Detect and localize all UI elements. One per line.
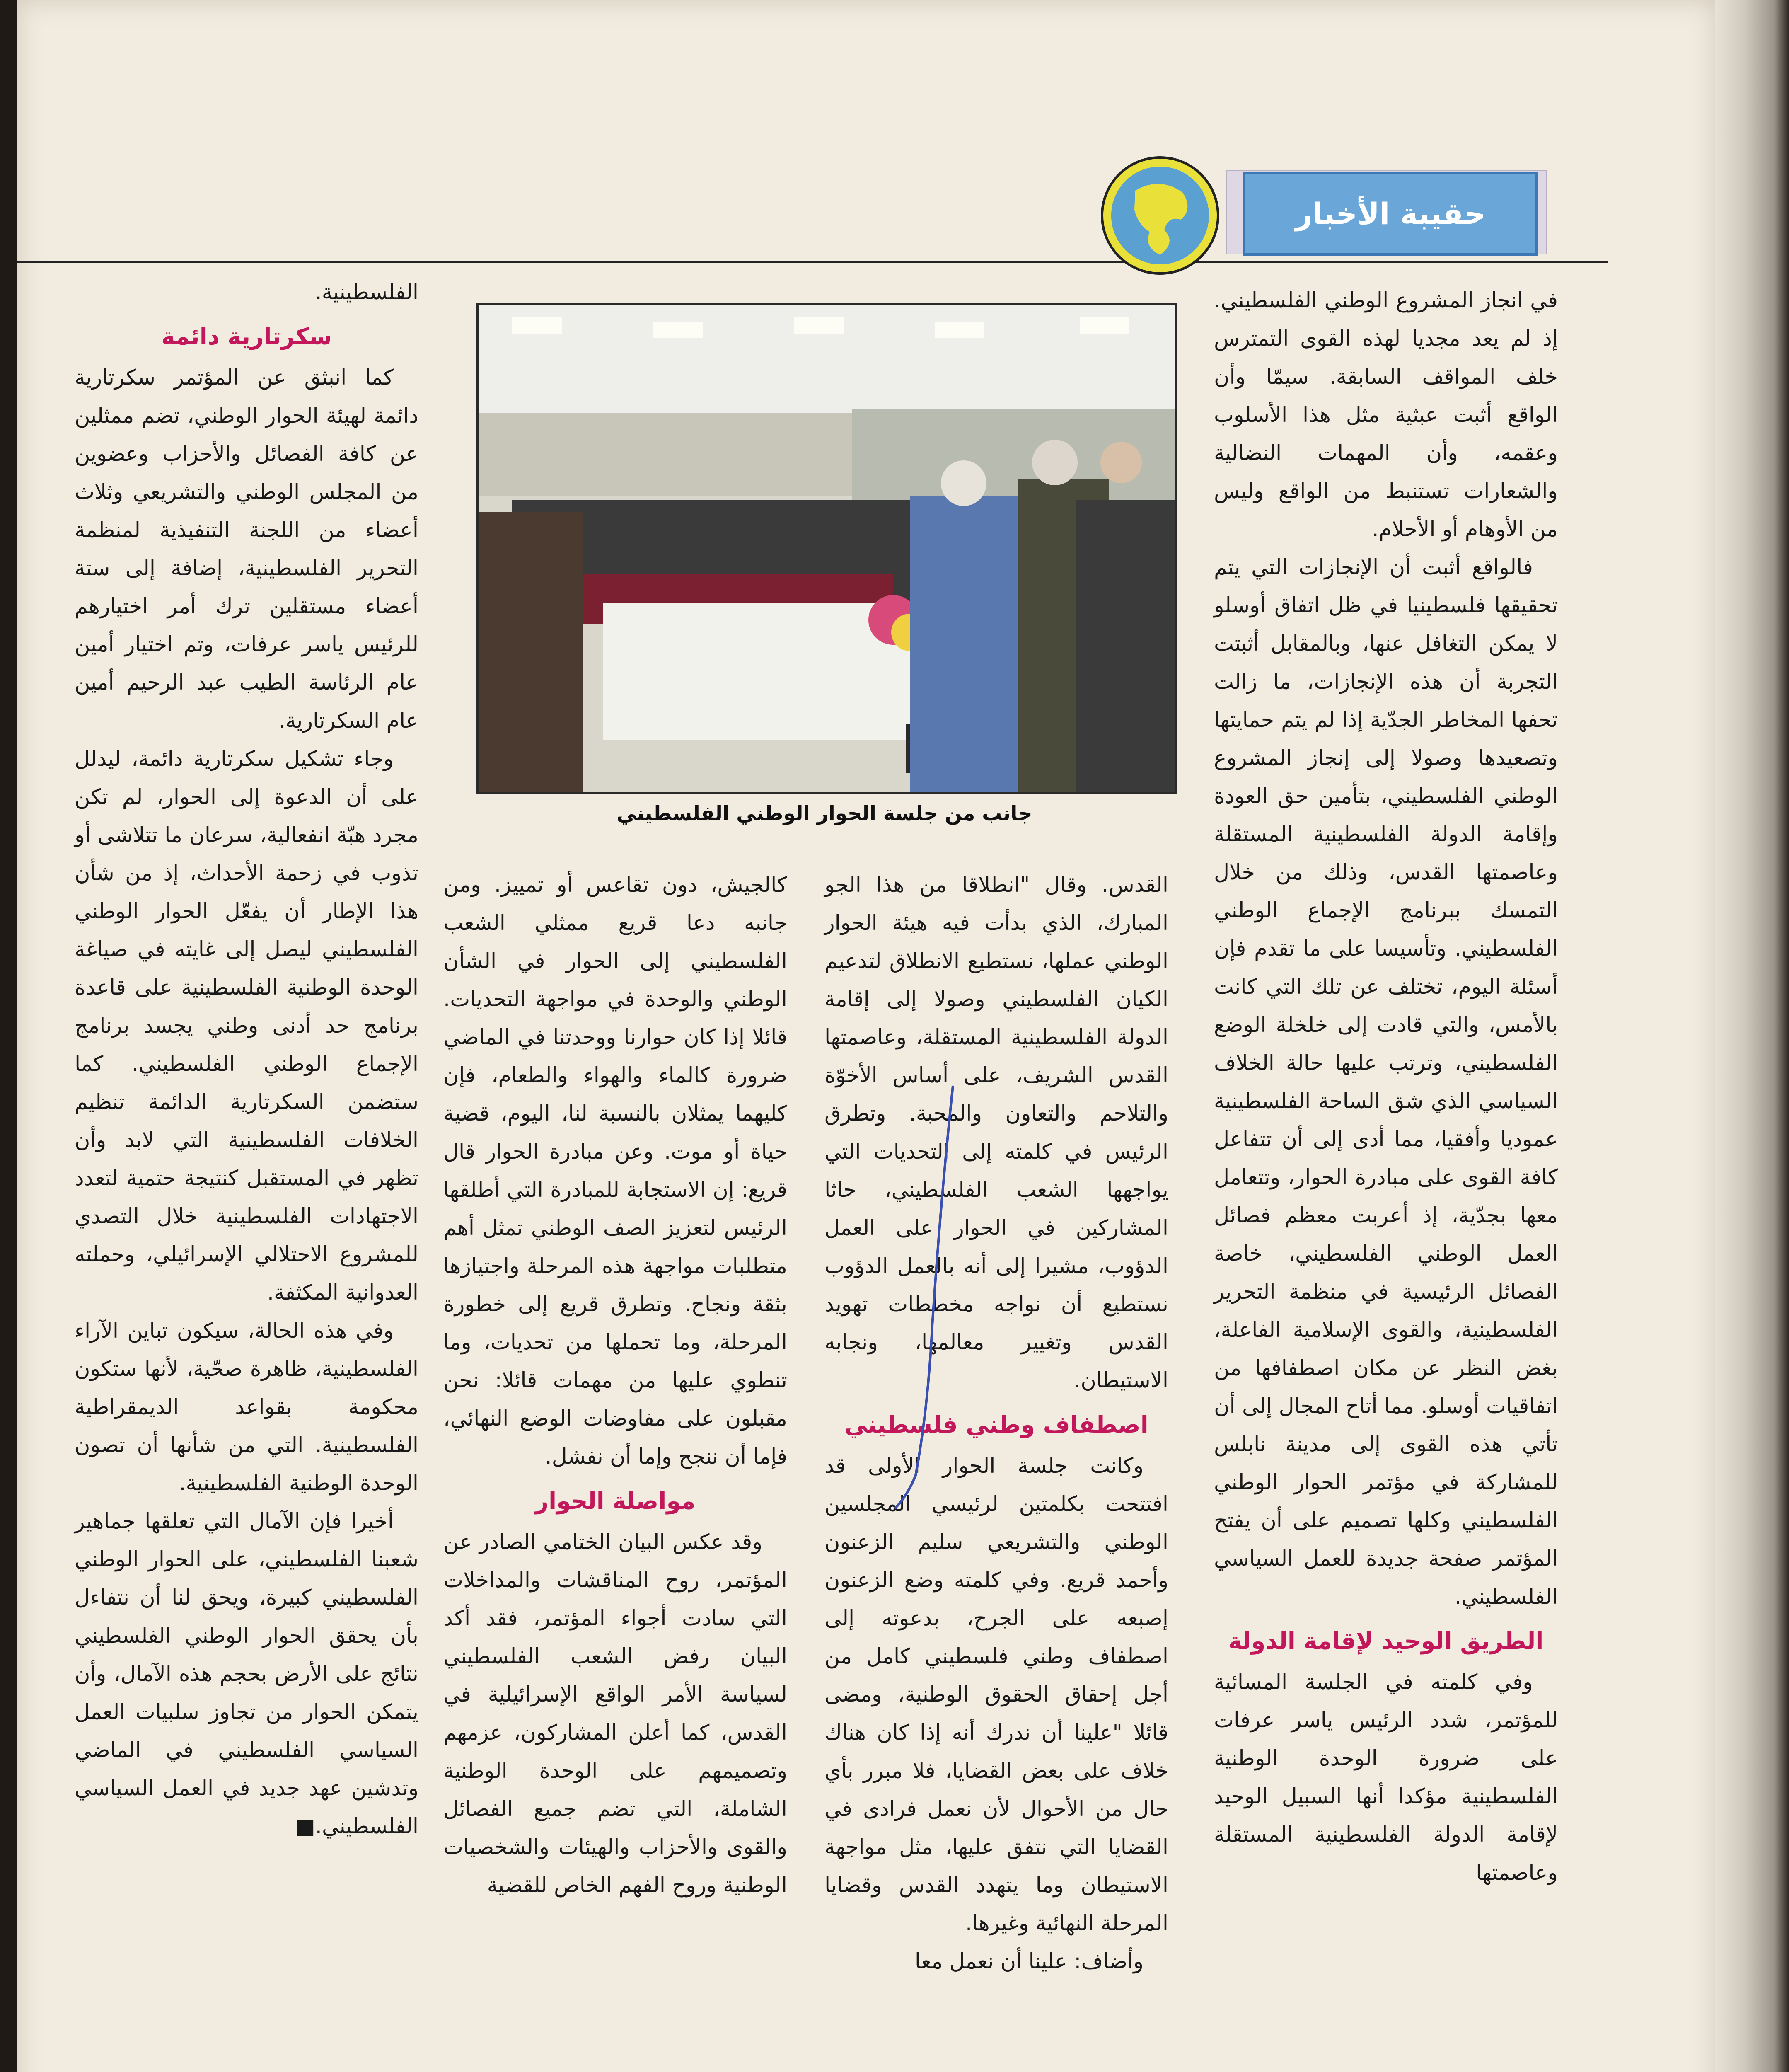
paragraph: وفي هذه الحالة، سيكون تباين الآراء الفلسطينية، ظاهرة صحّية، لأنها ستكون محكومة بقواعد الديمقراطية الفلسطينية. التي من شأنها أن تصون الوحدة الوطنية الفلسطينية. <box>75 1319 418 1496</box>
paragraph: وقد عكس البيان الختامي الصادر عن المؤتمر، روح المناقشات والمداخلات التي سادت أجواء المؤتمر، فقد أكد البيان رفض الشعب الفلسطيني لسياسة الأمر الواقع الإسرائيلية في القدس، كما أعلن المشاركون، عزمهم وتصميمهم على الوحدة الوطنية الشاملة، التي تضم جميع الفصائل والقوى والأحزاب والهيئات والشخصيات الوطنية وروح الفهم الخاص للقضية <box>443 1530 787 1898</box>
paragraph: الفلسطينية. <box>315 280 418 305</box>
paragraph: كما انبثق عن المؤتمر سكرتارية دائمة لهيئة الحوار الوطني، تضم ممثلين عن كافة الفصائل والأحزاب وعضوين من المجلس الوطني والتشريعي وثلاث أعضاء من اللجنة التنفيذية لمنظمة التحرير الفلسطينية، إضافة إلى ستة أعضاء مستقلين ترك أمر اختيارهم للرئيس ياسر عرفات، وتم اختيار أمين عام الرئاسة الطيب عبد الرحيم أمين عام السكرتارية. <box>75 366 418 733</box>
section-title: حقيبة الأخبار <box>1243 172 1538 256</box>
subheading: اصطفاف وطني فلسطيني <box>844 1411 1148 1438</box>
article-column-1 <box>1214 282 1558 1892</box>
article-column-3 <box>443 866 787 1905</box>
pen-mark <box>870 1077 1019 1513</box>
photo-caption: جانب من جلسة الحوار الوطني الفلسطيني <box>616 802 1032 825</box>
subheading: الطريق الوحيد لإقامة الدولة <box>1228 1628 1544 1655</box>
paragraph: وجاء تشكيل سكرتارية دائمة، ليدلل على أن الدعوة إلى الحوار، لم تكن مجرد هبّة انفعالية، سرعان ما تتلاشى أو تذوب في زحمة الأحداث، إذ من شأن هذا الإطار أن يفعّل الحوار الوطني الفلسطيني ليصل إلى غايته في صياغة الوحدة الوطنية الفلسطينية على قاعدة برنامج حد أدنى وطني يجسد برنامج الإجماع الوطني الفلسطيني. كما ستضمن السكرتارية الدائمة تنظيم الخلافات الفلسطينية التي لابد وأن تظهر في المستقبل كنتيجة حتمية لتعدد الاجتهادات الفلسطينية خلال التصدي للمشروع الاحتلالي الإسرائيلي، وحملته العدوانية المكثفة. <box>75 747 418 1305</box>
paragraph: وكانت جلسة الحوار الأولى قد افتتحت بكلمتين لرئيسي المجلسين الوطني والتشريعي سليم الزعنون وأحمد قريع. وفي كلمته وضع الزعنون إصبعه على الجرح، بدعوته إلى اصطفاف وطني فلسطيني كامل من أجل إحقاق الحقوق الوطنية، ومضى قائلا "علينا أن ندرك أنه إذا كان هناك خلاف على بعض القضايا، فلا مبرر بأي حال من الأحوال لأن نعمل فرادى في القضايا التي نتفق عليها، مثل مواجهة الاستيطان وما يتهدد القدس وقضايا المرحلة النهائية وغيرها. <box>824 1454 1168 1936</box>
subheading: سكرتارية دائمة <box>161 323 332 350</box>
paragraph: وأضاف: علينا أن نعمل معا <box>914 1949 1144 1974</box>
magazine-page <box>17 0 1715 2072</box>
paragraph: القدس. وقال "انطلاقا من هذا الجو المبارك، الذي بدأت فيه هيئة الحوار الوطني عملها، نستطيع الانطلاق لتدعيم الكيان الفلسطيني وصولا إلى إقامة الدولة الفلسطينية المستقلة، وعاصمتها القدس الشريف، على أساس الأخوّة والتلاحم والتعاون والمحبة. وتطرق الرئيس في كلمته إلى التحديات التي يواجهها الشعب الفلسطيني، حاثا المشاركين في الحوار على العمل الدؤوب، مشيرا إلى أنه بالعمل الدؤوب نستطيع أن نواجه مخططات تهويد القدس وتغيير معالمها، ونجابه الاستيطان. <box>824 873 1168 1393</box>
paragraph: وفي كلمته في الجلسة المسائية للمؤتمر، شدد الرئيس ياسر عرفات على ضرورة الوحدة الوطنية الفلسطينية مؤكدا أنها السبيل الوحيد لإقامة الدولة الفلسطينية المستقلة وعاصمتها <box>1214 1670 1558 1885</box>
globe-icon <box>1098 153 1222 278</box>
paragraph: في انجاز المشروع الوطني الفلسطيني. إذ لم يعد مجديا لهذه القوى التمترس خلف المواقف السابقة. سيمّا وأن الواقع أثبت عبثية مثل هذا الأسلوب وعقمه، وأن المهمات النضالية والشعارات تستنبط من الواقع وليس من الأوهام أو الأحلام. <box>1214 288 1558 542</box>
conference-photo <box>476 303 1177 794</box>
paragraph: فالواقع أثبت أن الإنجازات التي يتم تحقيقها فلسطينيا في ظل اتفاق أوسلو لا يمكن التغافل عنها، وبالمقابل أثبتت التجربة أن هذه الإنجازات، ما زالت تحفها المخاطر الجدّية إذا لم يتم حمايتها وتصعيدها وصولا إلى إنجاز المشروع الوطني الفلسطيني، بتأمين حق العودة وإقامة الدولة الفلسطينية المستقلة وعاصمتها القدس، وذلك من خلال التمسك ببرنامج الإجماع الوطني الفلسطيني. وتأسيسا على ما تقدم فإن أسئلة اليوم، تختلف عن تلك التي كانت بالأمس، والتي قادت إلى خلخلة الوضع الفلسطيني، وترتب عليها حالة الخلاف السياسي الذي شق الساحة الفلسطينية عموديا وأفقيا، مما أدى إلى أن تتفاعل كافة القوى على مبادرة الحوار، وتتعامل معها بجدّية، إذ أعربت معظم فصائل العمل الوطني الفلسطيني، خاصة الفصائل الرئيسية في منظمة التحرير الفلسطينية، والقوى الإسلامية الفاعلة، بغض النظر عن مكان اصطفافها من اتفاقيات أوسلو. مما أتاح المجال إلى أن تأتي هذه القوى إلى مدينة نابلس للمشاركة في مؤتمر الحوار الوطني الفلسطيني وكلها تصميم على أن يفتح المؤتمر صفحة جديدة للعمل السياسي الفلسطيني. <box>1214 555 1558 1609</box>
article-column-4 <box>75 274 418 1846</box>
paragraph: أخيرا فإن الآمال التي تعلقها جماهير شعبنا الفلسطيني، على الحوار الوطني الفلسطيني كبيرة، ويحق لنا أن نتفاءل بأن يحقق الحوار الوطني الفلسطيني نتائج على الأرض بحجم هذه الآمال، وأن يتمكن الحوار من تجاوز سلبيات العمل السياسي الفلسطيني في الماضي وتدشين عهد جديد في العمل السياسي الفلسطيني.■ <box>75 1509 418 1839</box>
subheading: مواصلة الحوار <box>535 1488 696 1515</box>
top-rule <box>17 261 1608 263</box>
paragraph: كالجيش، دون تقاعس أو تمييز. ومن جانبه دعا قريع ممثلي الشعب الفلسطيني إلى الحوار في الشأن الوطني والوحدة في مواجهة التحديات. قائلا إذا كان حوارنا ووحدتنا في الماضي ضرورة كالماء والهواء والطعام، فإن كليهما يمثلان بالنسبة لنا، اليوم، قضية حياة أو موت. وعن مبادرة الحوار قال قريع: إن الاستجابة للمبادرة التي أطلقها الرئيس لتعزيز الصف الوطني تمثل أهم متطلبات مواجهة هذه المرحلة واجتيازها بثقة ونجاح. وتطرق قريع إلى خطورة المرحلة، وما تحملها من تحديات، وما تنطوي عليها من مهمات قائلا: نحن مقبلون على مفاوضات الوضع النهائي، فإما أن ننجح وإما أن نفشل. <box>443 873 787 1469</box>
binding-edge <box>1715 0 1789 2072</box>
